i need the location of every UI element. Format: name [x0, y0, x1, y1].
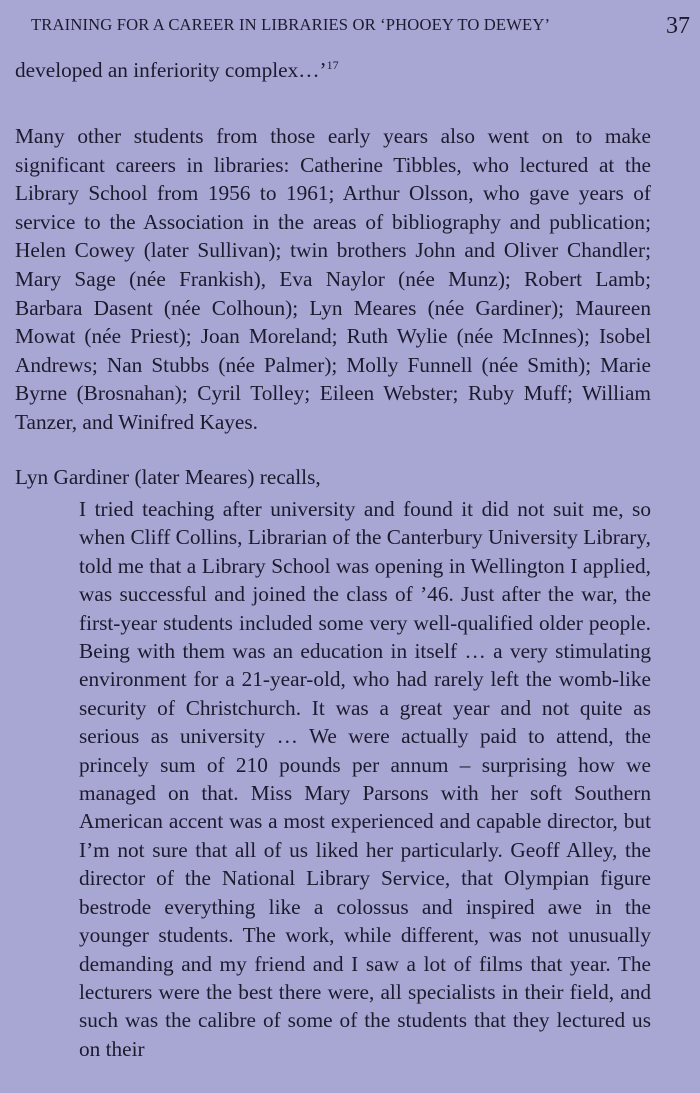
footnote-reference: 17 [326, 57, 339, 72]
block-quote: I tried teaching after university and found it did not suit me, so when Cliff Collins, Librarian of the Canterbury University Library, told me that a Library School was opening in Wellington I applied, was successful and joined the class of ’46. Just after the war, the first-year students included some very well-qualified older people. Being with them was an education in itself … a very stimulating environment for a 21-year-old, who had rarely left the womb-like security of Christchurch. It was a great year and not quite as serious as university … We were actually paid to attend, the princely sum of 210 pounds per annum – surprising how we managed on that. Miss Mary Parsons with her soft Southern American accent was a most experienced and capable director, but I’m not sure that all of us liked her particularly. Geoff Alley, the director of the National Library Service, that Olympian figure bestrode everything like a colossus and inspired awe in the younger students. The work, while different, was not unusually demanding and my friend and I saw a lot of films that year. The lecturers were the best there were, all specialists in their field, and such was the calibre of some of the students that they lectured us on their [79, 497, 651, 1061]
continued-text-line [15, 56, 651, 85]
running-header-title: TRAINING FOR A CAREER IN LIBRARIES OR ‘PHOOEY TO DEWEY’ [31, 15, 551, 34]
continued-text: developed an inferiority complex…’ [15, 58, 327, 82]
quote-introduction: Lyn Gardiner (later Meares) recalls, [15, 465, 321, 489]
body-paragraph: Many other students from those early years also went on to make significant careers in libraries: Catherine Tibbles, who lectured at the Library School from 1956 to 1961; Arthur Olsson, who gave years of service to the Association in the areas of bibliography and publication; Helen Cowey (later Sullivan); twin brothers John and Oliver Chandler; Mary Sage (née Frankish), Eva Naylor (née Munz); Robert Lamb; Barbara Dasent (née Colhoun); Lyn Meares (née Gardiner); Maureen Mowat (née Priest); Joan Moreland; Ruth Wylie (née McInnes); Isobel Andrews; Nan Stubbs (née Palmer); Molly Funnell (née Smith); Marie Byrne (Brosnahan); Cyril Tolley; Eileen Webster; Ruby Muff; William Tanzer, and Winifred Kayes. [15, 124, 651, 434]
page-number: 37 [666, 13, 690, 39]
